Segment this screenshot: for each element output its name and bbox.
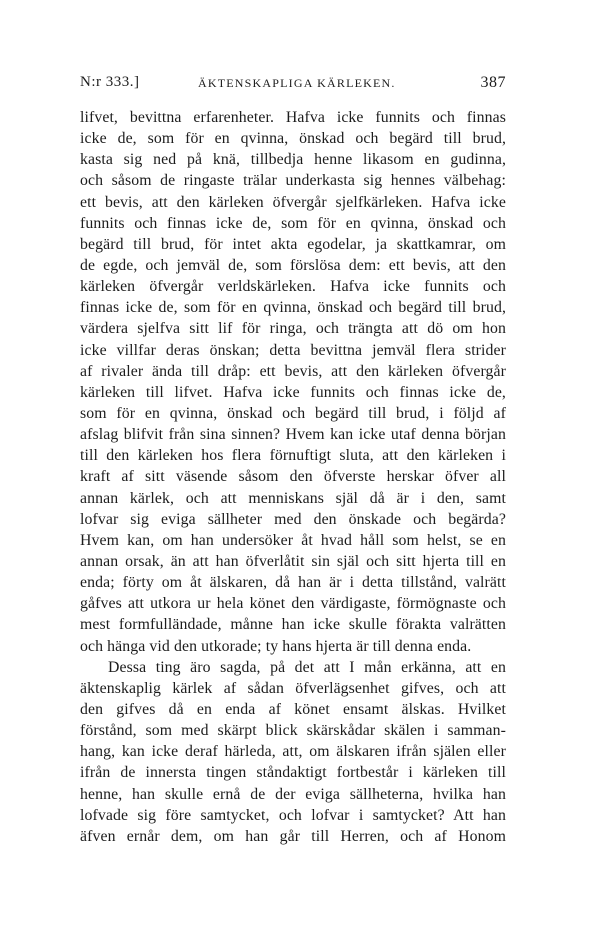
- text-line: den gifves då en enda af könet ensamt älskas. Hvilket: [80, 700, 506, 718]
- text-line: af rivaler ända till dråp: ett bevis, att den kärleken öfvergår: [80, 362, 506, 380]
- text-line: lofvar sig eviga sällheter med den önskade och begärda?: [80, 510, 506, 528]
- text-line: lifvet, bevittna erfarenheter. Hafva icke funnits och finnas: [80, 109, 506, 126]
- paragraph-2: [80, 657, 506, 847]
- text-line: henne, han skulle ernå de der eviga sällheterna, hvilka han: [80, 785, 506, 803]
- text-line: annan orsak, än att han öfverlåtit sin själ och sitt hjerta till en: [80, 552, 506, 570]
- text-line: hang, kan icke deraf härleda, att, om älskaren ifrån själen eller: [80, 743, 506, 761]
- text-line: som för en qvinna, önskad och begärd till brud, i följd af: [80, 404, 506, 422]
- text-line: och såsom de ringaste trälar underkasta sig hennes välbehag:: [80, 172, 506, 190]
- text-line: värdera sjelfva sitt lif för ringa, och trängta att dö om hon: [80, 320, 506, 338]
- text-line: lofvade sig före samtycket, och lofvar i samtycket? Att han: [80, 806, 506, 824]
- text-line: gåfves att utkora ur hela könet den värdigaste, förmögnaste och: [80, 595, 506, 613]
- text-line: äktenskaplig kärlek af sådan öfverlägsenhet gifves, och att: [80, 679, 506, 697]
- text-line: kasta sig ned på knä, tillbedja henne likasom en gudinna,: [80, 151, 506, 169]
- page-number: 387: [480, 74, 506, 91]
- section-number: N:r 333.]: [80, 74, 140, 90]
- text-line: kärleken öfvergår verldskärleken. Hafva icke funnits och: [80, 278, 506, 296]
- text-line: afslag blifvit från sina sinnen? Hvem kan icke utaf denna början: [80, 426, 506, 444]
- text-line: annan kärlek, och att menniskans själ då är i den, samt: [80, 489, 506, 507]
- text-line: de egde, och jemväl de, som förslösa dem: ett bevis, att den: [80, 256, 506, 274]
- text-line: enda; förty om åt älskaren, då han är i detta tillstånd, valrätt: [80, 574, 506, 592]
- body-text: [80, 107, 506, 847]
- text-line: till den kärleken hos flera förnuftigt sluta, att den kärleken i: [80, 447, 506, 465]
- text-line: icke villfar deras önskan; detta bevittna jemväl flera strider: [80, 341, 506, 359]
- text-line: icke de, som för en qvinna, önskad och begärd till brud,: [80, 130, 506, 148]
- text-line: ifrån de innersta tingen ståndaktigt fortbestår i kärleken till: [80, 764, 506, 782]
- text-line: mest formfulländade, månne han icke skulle förakta valrätten: [80, 616, 506, 634]
- running-title: ÄKTENSKAPLIGA KÄRLEKEN.: [198, 76, 396, 90]
- text-line: Dessa ting äro sagda, på det att I mån erkänna, att en: [108, 658, 506, 676]
- text-line: finnas icke de, som för en qvinna, önskad och begärd till brud,: [80, 299, 506, 317]
- text-line: äfven ernår dem, om han går till Herren, och af Honom: [80, 827, 506, 845]
- text-line: Hvem kan, om han undersöker åt hvad håll som helst, se en: [80, 531, 506, 549]
- text-line: förstånd, som med skärpt blick skärskådar skälen i samman-: [80, 722, 506, 740]
- text-line: kraft af sitt väsende såsom den öfverste herskar öfver all: [80, 468, 506, 486]
- running-header: [80, 74, 506, 96]
- text-line: ett bevis, att den kärleken öfvergår sjelfkärleken. Hafva icke: [80, 193, 506, 211]
- text-line: begärd till brud, för intet akta egodelar, ja skattkamrar, om: [80, 235, 506, 253]
- paragraph-1: [80, 107, 506, 657]
- text-line: funnits och finnas icke de, som för en qvinna, önskad och: [80, 214, 506, 232]
- text-line: och hänga vid den utkorade; ty hans hjerta är till denna enda.: [80, 637, 472, 655]
- text-line: kärleken till lifvet. Hafva icke funnits och finnas icke de,: [80, 383, 506, 401]
